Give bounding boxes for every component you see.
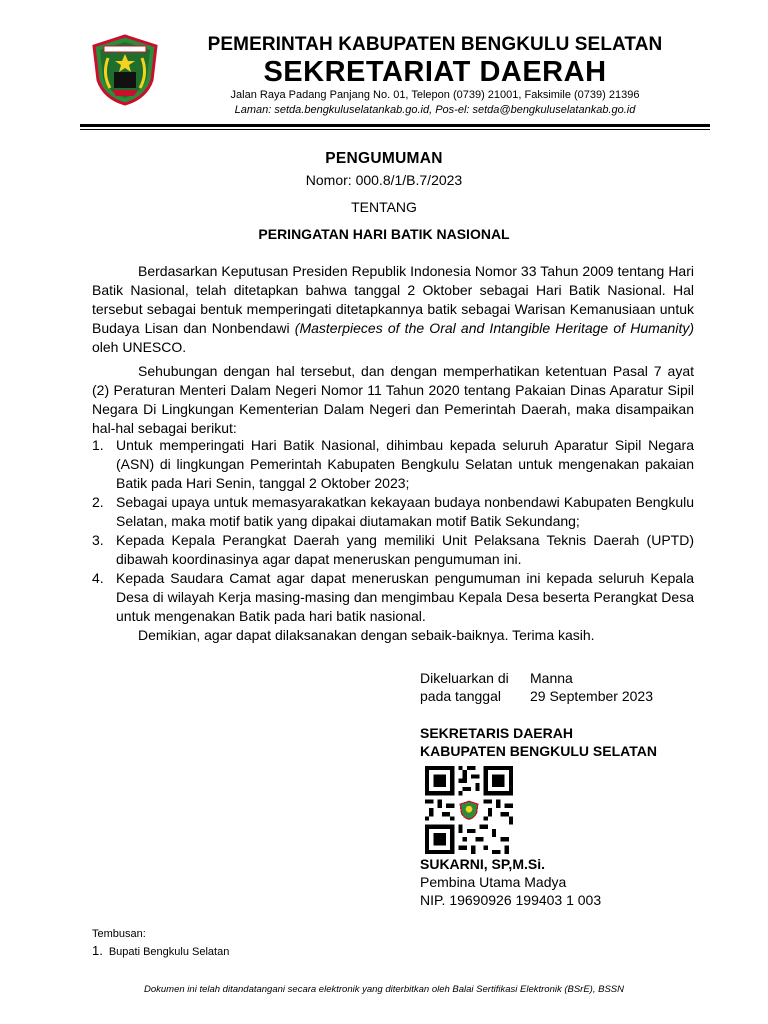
list-item-number: 2. xyxy=(92,494,104,510)
paragraph-text: Berdasarkan Keputusan Presiden Republik Indonesia Nomor 33 Tahun 2009 tentang Hari Batik Nasional, telah ditetapkan bahwa tanggal 2 Oktober sebagai Hari Batik Nasional. Hal tersebut sebagai bentuk memperingati ditetapkannya batik sebagai Warisan Kemanusiaan untuk Budaya Lisan dan Nonbendawi xyxy=(92,263,694,336)
letterhead-government: PEMERINTAH KABUPATEN BENGKULU SELATAN xyxy=(207,34,663,55)
list-item xyxy=(92,531,694,569)
paragraph-italic-text: (Masterpieces of the Oral and Intangible Heritage of Humanity) xyxy=(294,320,694,336)
signature-qr-code-icon xyxy=(425,766,513,854)
issued-date-label: pada tanggal xyxy=(420,688,501,704)
list-item-number: 4. xyxy=(92,570,104,586)
letterhead-rule xyxy=(80,124,710,127)
closing-sentence: Demikian, agar dapat dilaksanakan dengan sebaik-baiknya. Terima kasih. xyxy=(138,627,595,643)
signer-name: SUKARNI, SP,M.Si. xyxy=(420,856,545,872)
list-item-number: 1. xyxy=(92,437,104,453)
issued-place-label: Dikeluarkan di xyxy=(420,670,509,686)
issued-place: Manna xyxy=(530,670,573,686)
document-subject: PERINGATAN HARI BATIK NASIONAL xyxy=(258,226,510,242)
signer-rank: Pembina Utama Madya xyxy=(420,874,567,890)
list-item-text: Kepada Saudara Camat agar dapat meneruskan pengumuman ini kepada seluruh Kepala Desa di wilayah Kerja masing-masing dan mengimbau Kepala Desa beserta Perangkat Desa untuk mengenakan Batik pada hari batik nasional. xyxy=(116,570,694,624)
letterhead-address: Jalan Raya Padang Panjang No. 01, Telepon (0739) 21001, Faksimile (0739) 21396 xyxy=(230,89,640,101)
document-about: TENTANG xyxy=(351,199,417,215)
list-item xyxy=(92,436,694,493)
carbon-copy-heading: Tembusan: xyxy=(92,928,146,940)
carbon-copy-item xyxy=(92,943,229,958)
list-item-text: Kepada Kepala Perangkat Daerah yang memiliki Unit Pelaksana Teknis Daerah (UPTD) dibawah koordinasinya agar dapat meneruskan pengumuman ini. xyxy=(116,532,694,567)
signer-position-line1: SEKRETARIS DAERAH xyxy=(420,725,573,741)
body-paragraph-2: Sehubungan dengan hal tersebut, dan dengan memperhatikan ketentuan Pasal 7 ayat (2) Peraturan Menteri Dalam Negeri Nomor 11 Tahun 2020 tentang Pakaian Dinas Aparatur Sipil Negara Di Lingkungan Kementerian Dalam Negeri dan Pemerintah Daerah, maka disampaikan hal-hal sebagai berikut: xyxy=(92,363,694,436)
body-paragraph-1 xyxy=(92,262,694,357)
carbon-copy-text: Bupati Bengkulu Selatan xyxy=(108,946,230,958)
issued-date: 29 September 2023 xyxy=(530,688,653,704)
list-item xyxy=(92,569,694,626)
paragraph-text-end: oleh UNESCO. xyxy=(92,339,187,355)
signer-nip: NIP. 19690926 199403 1 003 xyxy=(420,892,602,908)
document-title: PENGUMUMAN xyxy=(325,150,443,167)
signer-position-line2: KABUPATEN BENGKULU SELATAN xyxy=(420,743,657,759)
letterhead-office: SEKRETARIAT DAERAH xyxy=(263,56,607,88)
list-item-text: Untuk memperingati Hari Batik Nasional, dihimbau kepada seluruh Aparatur Sipil Negara (ASN) di lingkungan Pemerintah Kabupaten Bengkulu Selatan untuk mengenakan pakaian Batik pada Hari Senin, tanggal 2 Oktober 2023; xyxy=(116,437,694,491)
document-number: Nomor: 000.8/1/B.7/2023 xyxy=(305,172,463,188)
carbon-copy-number: 1. xyxy=(92,943,103,958)
list-item-number: 3. xyxy=(92,532,104,548)
numbered-list xyxy=(92,436,694,626)
regency-coat-of-arms-icon xyxy=(90,34,160,106)
e-signature-footer-note: Dokumen ini telah ditandatangani secara elektronik yang diterbitkan oleh Balai Sertifikasi Elektronik (BSrE), BSSN xyxy=(144,984,624,995)
list-item-text: Sebagai upaya untuk memasyarakatkan kekayaan budaya nonbendawi Kabupaten Bengkulu Selatan, maka motif batik yang dipakai diutamakan motif Batik Sekundang; xyxy=(116,494,694,529)
letterhead-rule-thin xyxy=(80,129,710,130)
list-item xyxy=(92,493,694,531)
letterhead-web: Laman: setda.bengkuluselatankab.go.id, Pos-el: setda@bengkuluselatankab.go.id xyxy=(234,104,636,116)
